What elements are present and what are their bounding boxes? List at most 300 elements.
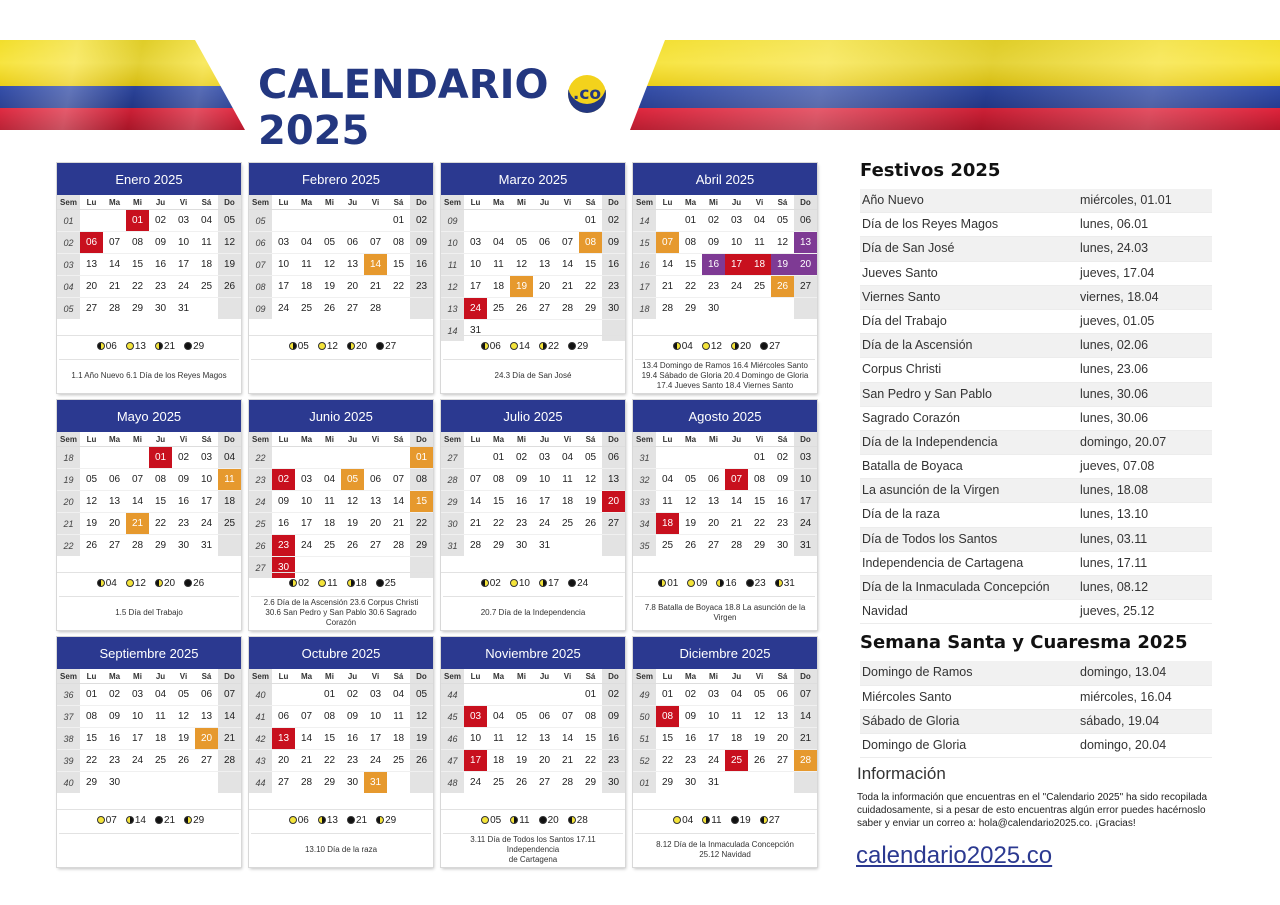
day-cell: 06 [771, 684, 794, 706]
day-cell: 10 [794, 469, 817, 491]
weekday-header: Do [794, 432, 817, 447]
day-cell: 18 [487, 276, 510, 298]
holiday-date: lunes, 13.10 [1080, 507, 1149, 522]
day-cell: 07 [218, 684, 241, 706]
week-number: 23 [249, 469, 272, 491]
weekday-header: Ma [487, 195, 510, 210]
holiday-name: Año Nuevo [862, 193, 924, 207]
holiday-date: lunes, 08.12 [1080, 580, 1149, 594]
moon-phase: 12 [315, 341, 338, 352]
day-cell [126, 447, 149, 469]
moon-phase: 21 [152, 815, 175, 826]
holiday-name: Sábado de Gloria [862, 713, 960, 728]
moon-phase: 20 [344, 341, 367, 352]
moon-phase: 09 [684, 578, 707, 589]
day-cell: 22 [579, 276, 602, 298]
week-number: 01 [633, 772, 656, 794]
day-cell: 01 [410, 447, 433, 469]
day-cell: 28 [725, 535, 748, 557]
holiday-row [860, 576, 1212, 600]
holiday-date: lunes, 18.08 [1080, 483, 1149, 498]
weekday-header: Ju [725, 195, 748, 210]
day-cell: 29 [149, 535, 172, 557]
holiday-row [860, 286, 1212, 310]
weekday-header: Ma [679, 195, 702, 210]
month-notes [443, 359, 623, 392]
day-cell [218, 298, 241, 320]
moon-phase: 04 [670, 815, 693, 826]
day-cell [510, 210, 533, 232]
month-grid [633, 195, 817, 319]
day-cell: 16 [679, 728, 702, 750]
day-cell: 31 [172, 298, 195, 320]
day-cell: 27 [533, 772, 556, 794]
week-number: 30 [441, 513, 464, 535]
day-cell: 30 [149, 298, 172, 320]
day-cell: 06 [341, 232, 364, 254]
flag-banner-left [0, 40, 245, 130]
day-cell: 15 [579, 728, 602, 750]
moon-phases [633, 572, 817, 595]
day-cell: 30 [103, 772, 126, 794]
day-cell [487, 684, 510, 706]
day-cell: 06 [272, 706, 295, 728]
month-grid [249, 432, 433, 578]
day-cell: 21 [656, 276, 679, 298]
moon-icon [481, 816, 489, 824]
day-cell: 21 [725, 513, 748, 535]
day-cell: 30 [602, 298, 625, 320]
semana-santa-title: Semana Santa y Cuaresma 2025 [860, 632, 1188, 654]
holiday-row [860, 358, 1212, 382]
moon-phase: 06 [286, 815, 309, 826]
week-number: 18 [633, 298, 656, 320]
day-cell: 19 [80, 513, 103, 535]
day-cell: 21 [794, 728, 817, 750]
week-number: 09 [441, 210, 464, 232]
note-line: 24.3 Día de San José [494, 371, 572, 380]
day-cell: 08 [579, 232, 602, 254]
day-cell: 16 [410, 254, 433, 276]
day-cell: 02 [410, 210, 433, 232]
day-cell [295, 447, 318, 469]
day-cell: 06 [364, 469, 387, 491]
weekday-header: Sá [579, 669, 602, 684]
weekday-header: Vi [172, 432, 195, 447]
holiday-row [860, 686, 1212, 710]
week-number: 22 [249, 447, 272, 469]
day-cell: 18 [487, 750, 510, 772]
week-number: 14 [633, 210, 656, 232]
day-cell: 02 [602, 684, 625, 706]
moon-phase: 20 [728, 341, 751, 352]
moon-icon [155, 579, 163, 587]
holiday-name: Día del Trabajo [862, 313, 947, 328]
weekday-header: Mi [510, 669, 533, 684]
day-cell: 09 [602, 232, 625, 254]
weekday-header: Ju [149, 195, 172, 210]
week-number: 46 [441, 728, 464, 750]
holiday-date: domingo, 20.07 [1080, 434, 1167, 449]
day-cell: 29 [318, 772, 341, 794]
note-line: 3.11 Día de Todos los Santos 17.11 Independencia [470, 835, 596, 854]
day-cell [272, 210, 295, 232]
note-line: 25.12 Navidad [699, 850, 751, 859]
day-cell: 27 [533, 298, 556, 320]
holiday-date: domingo, 13.04 [1080, 665, 1167, 680]
day-cell: 27 [195, 750, 218, 772]
moon-icon [376, 579, 384, 587]
day-cell: 02 [149, 210, 172, 232]
week-number: 16 [633, 254, 656, 276]
moon-phases [441, 572, 625, 595]
month-grid [249, 669, 433, 793]
holiday-name: Día de San José [862, 241, 955, 256]
day-cell [195, 298, 218, 320]
day-cell: 26 [218, 276, 241, 298]
day-cell: 03 [364, 684, 387, 706]
moon-phase: 06 [94, 341, 117, 352]
day-cell: 06 [103, 469, 126, 491]
day-cell: 06 [702, 469, 725, 491]
day-cell: 19 [410, 728, 433, 750]
holiday-date: lunes, 24.03 [1080, 241, 1149, 256]
day-cell: 25 [725, 750, 748, 772]
day-cell: 15 [149, 491, 172, 513]
weekday-header: Ju [149, 669, 172, 684]
day-cell: 28 [464, 535, 487, 557]
moon-icon [184, 579, 192, 587]
moon-phase: 13 [123, 341, 146, 352]
day-cell: 07 [725, 469, 748, 491]
day-cell: 07 [103, 232, 126, 254]
day-cell: 13 [341, 254, 364, 276]
day-cell: 30 [341, 772, 364, 794]
holiday-name: Día de Todos los Santos [862, 531, 998, 546]
month-title: Mayo 2025 [57, 400, 241, 432]
day-cell: 30 [510, 535, 533, 557]
moon-icon [775, 579, 783, 587]
month-card [441, 400, 625, 630]
moon-phases [249, 809, 433, 832]
day-cell: 23 [410, 276, 433, 298]
day-cell: 20 [103, 513, 126, 535]
weekday-header: Ju [533, 195, 556, 210]
day-cell: 01 [318, 684, 341, 706]
moon-icon [126, 342, 134, 350]
day-cell: 14 [387, 491, 410, 513]
day-cell: 19 [341, 513, 364, 535]
day-cell: 24 [272, 298, 295, 320]
day-cell: 04 [725, 684, 748, 706]
day-cell: 17 [533, 491, 556, 513]
moon-phase: 19 [728, 815, 751, 826]
day-cell: 21 [556, 750, 579, 772]
week-number: 24 [249, 491, 272, 513]
weekday-header: Mi [510, 432, 533, 447]
weekday-header: Lu [272, 669, 295, 684]
day-cell: 18 [149, 728, 172, 750]
day-cell: 05 [172, 684, 195, 706]
weekday-header: Lu [656, 195, 679, 210]
month-title: Marzo 2025 [441, 163, 625, 195]
weekday-header: Vi [748, 195, 771, 210]
moon-icon [760, 816, 768, 824]
day-cell: 05 [679, 469, 702, 491]
day-cell: 11 [556, 469, 579, 491]
moon-phases [441, 335, 625, 358]
day-cell: 22 [126, 276, 149, 298]
day-cell: 17 [464, 276, 487, 298]
holiday-name: Domingo de Ramos [862, 665, 973, 680]
day-cell: 10 [272, 254, 295, 276]
moon-phases [633, 809, 817, 832]
month-notes [443, 833, 623, 866]
day-cell: 28 [218, 750, 241, 772]
day-cell: 11 [487, 254, 510, 276]
day-cell: 04 [487, 232, 510, 254]
day-cell: 25 [487, 772, 510, 794]
moon-phases [57, 572, 241, 595]
day-cell: 20 [272, 750, 295, 772]
month-grid [633, 432, 817, 556]
week-number: 41 [249, 706, 272, 728]
day-cell: 20 [702, 513, 725, 535]
day-cell: 09 [103, 706, 126, 728]
week-number: 40 [249, 684, 272, 706]
day-cell: 11 [149, 706, 172, 728]
moon-phase: 05 [478, 815, 501, 826]
day-cell: 06 [794, 210, 817, 232]
moon-phase: 24 [565, 578, 588, 589]
day-cell: 20 [341, 276, 364, 298]
day-cell: 28 [103, 298, 126, 320]
moon-phase: 01 [655, 578, 678, 589]
day-cell: 07 [556, 232, 579, 254]
weekday-header: Lu [656, 432, 679, 447]
day-cell: 15 [487, 491, 510, 513]
note-line: 20.7 Día de la Independencia [480, 608, 586, 617]
day-cell: 31 [533, 535, 556, 557]
day-cell: 31 [794, 535, 817, 557]
holiday-name: Domingo de Gloria [862, 737, 967, 752]
holiday-date: lunes, 03.11 [1080, 531, 1148, 546]
week-number: 34 [633, 513, 656, 535]
day-cell: 17 [295, 513, 318, 535]
weekday-header: Do [794, 195, 817, 210]
moon-phase: 26 [181, 578, 204, 589]
day-cell: 10 [725, 232, 748, 254]
moon-phase: 27 [373, 341, 396, 352]
week-number: 35 [633, 535, 656, 557]
week-number: 20 [57, 491, 80, 513]
moon-phase: 29 [181, 341, 204, 352]
day-cell: 02 [341, 684, 364, 706]
month-grid [441, 195, 625, 341]
day-cell: 29 [579, 298, 602, 320]
week-number: 06 [249, 232, 272, 254]
moon-icon [97, 816, 105, 824]
moon-icon [568, 816, 576, 824]
moon-icon [289, 342, 297, 350]
day-cell: 13 [794, 232, 817, 254]
moon-phase: 02 [286, 578, 309, 589]
moon-icon [289, 816, 297, 824]
day-cell: 12 [771, 232, 794, 254]
note-line: de Cartagena [508, 855, 558, 864]
week-number: 02 [57, 232, 80, 254]
moon-icon [347, 816, 355, 824]
day-cell: 12 [80, 491, 103, 513]
month-title: Junio 2025 [249, 400, 433, 432]
day-cell [533, 210, 556, 232]
day-cell: 31 [702, 772, 725, 794]
weekday-header: Vi [172, 195, 195, 210]
day-cell: 23 [679, 750, 702, 772]
festivos-list [860, 189, 1212, 624]
holiday-date: lunes, 30.06 [1080, 410, 1149, 425]
holiday-date: jueves, 01.05 [1080, 313, 1155, 328]
week-number: 27 [441, 447, 464, 469]
day-cell: 12 [510, 728, 533, 750]
day-cell: 07 [794, 684, 817, 706]
moon-icon [481, 579, 489, 587]
day-cell: 23 [602, 750, 625, 772]
day-cell: 19 [318, 276, 341, 298]
weekday-header: Sem [249, 669, 272, 684]
day-cell [410, 772, 433, 794]
note-line: 7.8 Batalla de Boyaca 18.8 La asunción de la Virgen [644, 603, 806, 622]
day-cell: 04 [295, 232, 318, 254]
moon-icon [318, 579, 326, 587]
month-notes [635, 596, 815, 629]
weekday-header: Sá [579, 432, 602, 447]
weekday-header: Sem [633, 195, 656, 210]
month-title: Octubre 2025 [249, 637, 433, 669]
day-cell: 08 [679, 232, 702, 254]
moon-phase: 17 [536, 578, 559, 589]
day-cell: 04 [318, 469, 341, 491]
day-cell: 20 [533, 750, 556, 772]
day-cell: 18 [556, 491, 579, 513]
weekday-header: Ju [149, 432, 172, 447]
day-cell: 11 [487, 728, 510, 750]
month-card [57, 163, 241, 393]
day-cell: 08 [656, 706, 679, 728]
month-notes [251, 596, 431, 629]
month-title: Febrero 2025 [249, 163, 433, 195]
day-cell: 13 [195, 706, 218, 728]
weekday-header: Sem [57, 432, 80, 447]
site-link[interactable]: calendario2025.co [856, 842, 1053, 869]
weekday-header: Ju [533, 432, 556, 447]
weekday-header: Do [602, 669, 625, 684]
holiday-row [860, 213, 1212, 237]
month-card [57, 637, 241, 867]
week-number: 05 [249, 210, 272, 232]
week-number: 33 [633, 491, 656, 513]
day-cell: 12 [172, 706, 195, 728]
moon-icon [155, 342, 163, 350]
weekday-header: Sá [387, 195, 410, 210]
week-number: 48 [441, 772, 464, 794]
holiday-date: jueves, 25.12 [1080, 604, 1155, 619]
day-cell: 18 [218, 491, 241, 513]
day-cell: 21 [364, 276, 387, 298]
day-cell [149, 772, 172, 794]
day-cell: 25 [656, 535, 679, 557]
day-cell [725, 772, 748, 794]
weekday-header: Ju [341, 432, 364, 447]
weekday-header: Ju [341, 195, 364, 210]
day-cell: 29 [410, 535, 433, 557]
day-cell [272, 684, 295, 706]
day-cell [387, 447, 410, 469]
day-cell: 13 [533, 254, 556, 276]
day-cell [748, 772, 771, 794]
day-cell: 17 [195, 491, 218, 513]
weekday-header: Vi [364, 669, 387, 684]
weekday-header: Ma [679, 669, 702, 684]
day-cell: 04 [387, 684, 410, 706]
day-cell: 22 [410, 513, 433, 535]
day-cell [295, 684, 318, 706]
month-card [249, 637, 433, 867]
holiday-name: Viernes Santo [862, 289, 941, 304]
holiday-name: Navidad [862, 604, 908, 619]
week-number: 08 [249, 276, 272, 298]
moon-icon [184, 816, 192, 824]
day-cell: 20 [533, 276, 556, 298]
day-cell: 26 [679, 535, 702, 557]
day-cell: 25 [295, 298, 318, 320]
day-cell: 14 [103, 254, 126, 276]
month-grid [57, 669, 241, 793]
weekday-header: Sá [771, 195, 794, 210]
day-cell: 01 [579, 684, 602, 706]
weekday-header: Mi [318, 432, 341, 447]
day-cell: 10 [464, 254, 487, 276]
day-cell: 26 [771, 276, 794, 298]
semana-santa-list [860, 661, 1212, 758]
day-cell: 06 [80, 232, 103, 254]
day-cell: 04 [487, 706, 510, 728]
day-cell: 25 [748, 276, 771, 298]
day-cell [556, 210, 579, 232]
day-cell: 11 [725, 706, 748, 728]
month-grid [57, 195, 241, 319]
day-cell: 15 [748, 491, 771, 513]
holiday-name: Día de los Reyes Magos [862, 217, 999, 232]
month-card [633, 163, 817, 393]
moon-icon [376, 816, 384, 824]
weekday-header: Vi [748, 432, 771, 447]
day-cell: 21 [556, 276, 579, 298]
weekday-header: Do [794, 669, 817, 684]
moon-phases [249, 572, 433, 595]
day-cell: 30 [602, 772, 625, 794]
moon-phase: 25 [373, 578, 396, 589]
day-cell: 15 [387, 254, 410, 276]
day-cell: 10 [295, 491, 318, 513]
day-cell: 27 [602, 513, 625, 535]
moon-icon [716, 579, 724, 587]
day-cell: 13 [80, 254, 103, 276]
moon-phase: 22 [536, 341, 559, 352]
day-cell: 30 [771, 535, 794, 557]
day-cell: 08 [387, 232, 410, 254]
day-cell: 17 [272, 276, 295, 298]
